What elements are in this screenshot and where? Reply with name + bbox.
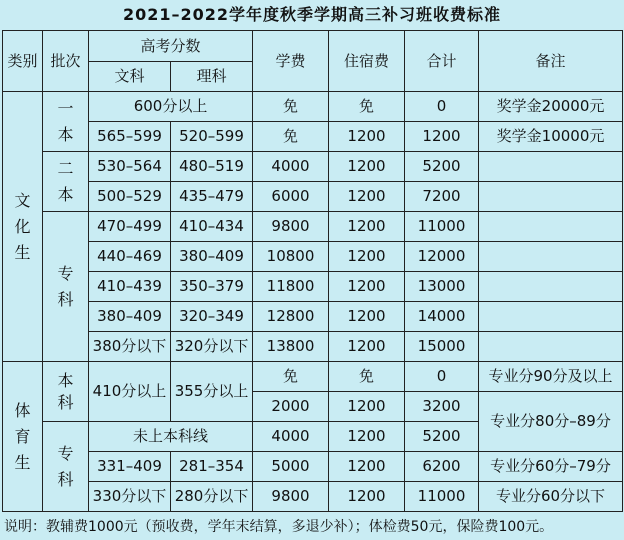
cell-total: 5200: [405, 422, 479, 452]
cell-remark: 专业分90分及以上: [479, 362, 623, 392]
group-junior: 专科: [43, 212, 89, 362]
cell-total: 5200: [405, 152, 479, 182]
cell-science: 350–379: [171, 272, 253, 302]
cell-remark: 奖学金10000元: [479, 122, 623, 152]
group-batch1: 一本: [43, 92, 89, 152]
cell-tuition: 11800: [253, 272, 329, 302]
cell-dorm: 免: [329, 92, 405, 122]
cell-science: 320–349: [171, 302, 253, 332]
cell-arts: 470–499: [89, 212, 171, 242]
cell-science: 280分以下: [171, 482, 253, 512]
cell-total: 6200: [405, 452, 479, 482]
cell-remark: 专业分60分以下: [479, 482, 623, 512]
cell-dorm: 1200: [329, 272, 405, 302]
cell-score: 600分以上: [89, 92, 253, 122]
cell-dorm: 1200: [329, 122, 405, 152]
cell-remark: 专业分60分–79分: [479, 452, 623, 482]
cell-tuition: 5000: [253, 452, 329, 482]
cell-remark: [479, 242, 623, 272]
table-row: [3, 362, 623, 392]
header-remarks: 备注: [479, 31, 623, 92]
footnote: 说明：教辅费1000元（预收费，学年末结算，多退少补）；体检费50元，保险费100元。: [4, 519, 554, 535]
cell-score: 未上本科线: [89, 422, 253, 452]
group-sports: 体育生: [3, 362, 43, 512]
group-sports-junior: 专科: [43, 422, 89, 512]
cell-science: 380–409: [171, 242, 253, 272]
table-row: [3, 212, 623, 242]
cell-tuition: 10800: [253, 242, 329, 272]
cell-science: 435–479: [171, 182, 253, 212]
cell-total: 12000: [405, 242, 479, 272]
fee-table: [2, 30, 623, 512]
cell-dorm: 1200: [329, 302, 405, 332]
cell-tuition: 免: [253, 122, 329, 152]
cell-arts: 380分以下: [89, 332, 171, 362]
header-score: 高考分数: [89, 31, 253, 62]
cell-arts: 331–409: [89, 452, 171, 482]
header-total: 合计: [405, 31, 479, 92]
cell-total: 3200: [405, 392, 479, 422]
cell-total: 0: [405, 92, 479, 122]
cell-science: 320分以下: [171, 332, 253, 362]
cell-tuition: 免: [253, 362, 329, 392]
table-row: [3, 482, 623, 512]
cell-remark: [479, 302, 623, 332]
header-arts: 文科: [89, 62, 171, 92]
cell-tuition: 13800: [253, 332, 329, 362]
header-row-1: [3, 31, 623, 62]
cell-science: 281–354: [171, 452, 253, 482]
cell-science: 410–434: [171, 212, 253, 242]
cell-arts: 565–599: [89, 122, 171, 152]
cell-remark: 专业分80分–89分: [479, 392, 623, 452]
cell-remark: [479, 182, 623, 212]
cell-tuition: 4000: [253, 152, 329, 182]
cell-arts: 410分以上: [89, 362, 171, 422]
cell-total: 11000: [405, 482, 479, 512]
cell-science: 480–519: [171, 152, 253, 182]
cell-remark: [479, 152, 623, 182]
cell-arts: 500–529: [89, 182, 171, 212]
cell-total: 13000: [405, 272, 479, 302]
table-row: [3, 92, 623, 122]
cell-tuition: 12800: [253, 302, 329, 332]
header-batch: 批次: [43, 31, 89, 92]
cell-dorm: 1200: [329, 212, 405, 242]
table-row: [3, 122, 623, 152]
cell-arts: 330分以下: [89, 482, 171, 512]
table-row: [3, 242, 623, 272]
cell-remark: [479, 332, 623, 362]
document-title: 2021–2022学年度秋季学期高三补习班收费标准: [122, 5, 502, 24]
header-tuition: 学费: [253, 31, 329, 92]
cell-total: 7200: [405, 182, 479, 212]
table-row: [3, 272, 623, 302]
cell-tuition: 9800: [253, 212, 329, 242]
cell-arts: 440–469: [89, 242, 171, 272]
cell-dorm: 1200: [329, 422, 405, 452]
header-science: 理科: [171, 62, 253, 92]
cell-dorm: 1200: [329, 452, 405, 482]
cell-tuition: 免: [253, 92, 329, 122]
group-sports-bachelor: 本科: [43, 362, 89, 422]
table-row: [3, 152, 623, 182]
table-row: [3, 182, 623, 212]
cell-dorm: 1200: [329, 482, 405, 512]
cell-remark: [479, 212, 623, 242]
cell-dorm: 1200: [329, 392, 405, 422]
group-culture: 文化生: [3, 92, 43, 362]
cell-tuition: 9800: [253, 482, 329, 512]
cell-arts: 380–409: [89, 302, 171, 332]
cell-remark: [479, 272, 623, 302]
cell-total: 1200: [405, 122, 479, 152]
cell-dorm: 免: [329, 362, 405, 392]
cell-dorm: 1200: [329, 242, 405, 272]
table-row: [3, 332, 623, 362]
group-batch2: 二本: [43, 152, 89, 212]
cell-total: 15000: [405, 332, 479, 362]
cell-arts: 410–439: [89, 272, 171, 302]
header-category: 类别: [3, 31, 43, 92]
cell-tuition: 2000: [253, 392, 329, 422]
header-dorm: 住宿费: [329, 31, 405, 92]
cell-total: 14000: [405, 302, 479, 332]
cell-remark: 奖学金20000元: [479, 92, 623, 122]
cell-science: 355分以上: [171, 362, 253, 422]
table-row: [3, 452, 623, 482]
cell-arts: 530–564: [89, 152, 171, 182]
cell-dorm: 1200: [329, 182, 405, 212]
table-row: [3, 302, 623, 332]
cell-total: 11000: [405, 212, 479, 242]
cell-dorm: 1200: [329, 152, 405, 182]
cell-tuition: 6000: [253, 182, 329, 212]
cell-tuition: 4000: [253, 422, 329, 452]
cell-dorm: 1200: [329, 332, 405, 362]
cell-total: 0: [405, 362, 479, 392]
cell-science: 520–599: [171, 122, 253, 152]
